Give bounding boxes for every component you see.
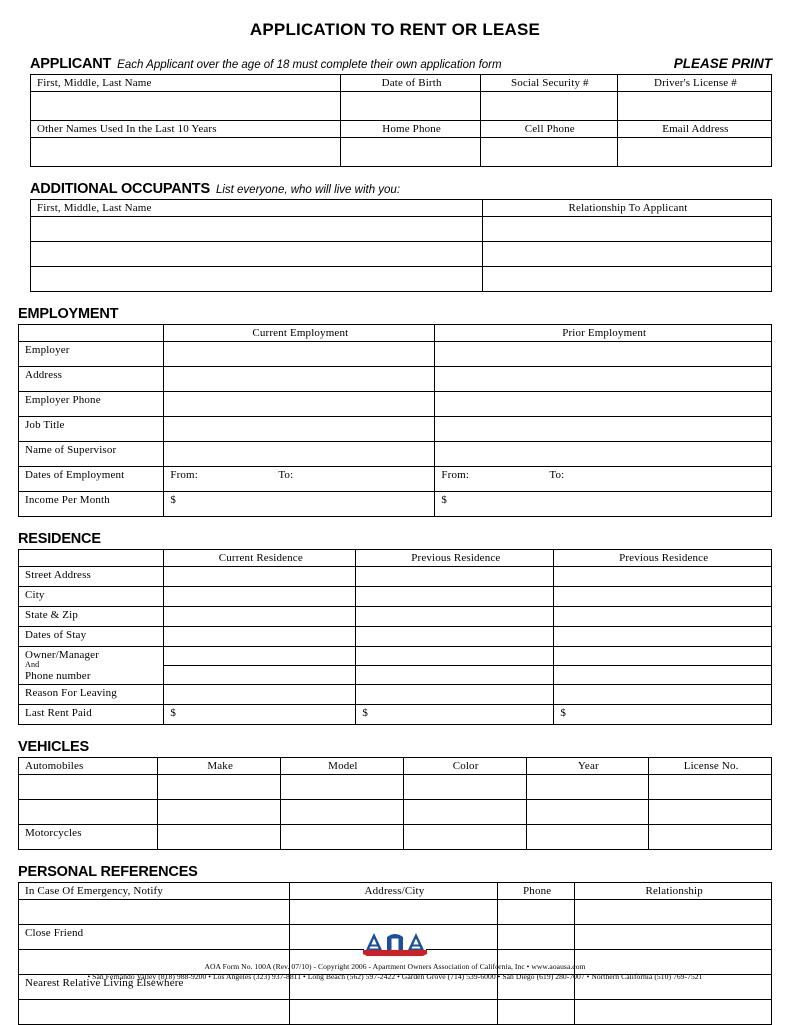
vehicles-header-color: Color (403, 758, 526, 775)
applicant-subtitle: Each Applicant over the age of 18 must complete their own application form (117, 59, 502, 71)
residence-field-owner-prev2[interactable] (554, 647, 772, 666)
employment-field-job-title-current[interactable] (164, 417, 435, 442)
employment-field-address-prior[interactable] (435, 367, 772, 392)
references-label-row-5[interactable] (19, 1000, 290, 1025)
residence-field-phone-current[interactable] (164, 666, 356, 685)
employment-header-current: Current Employment (164, 325, 435, 342)
dates-current-group (170, 469, 293, 481)
residence-field-dates-prev2[interactable] (554, 627, 772, 647)
residence-field-city-prev1[interactable] (356, 587, 554, 607)
table-row (19, 325, 772, 342)
references-field-phone-1[interactable] (497, 900, 575, 925)
table-row (31, 200, 772, 217)
references-field-relationship-5[interactable] (575, 1000, 772, 1025)
owner-manager-line3: Phone number (25, 669, 91, 682)
dates-current-from-label: From: (170, 469, 198, 481)
table-row (19, 647, 772, 666)
vehicles-table (18, 757, 772, 850)
references-header-phone: Phone (497, 883, 575, 900)
vehicle-field-auto-1-model[interactable] (281, 775, 404, 800)
vehicles-heading: VEHICLES (18, 739, 89, 756)
table-row (19, 567, 772, 587)
table-row (19, 775, 772, 800)
vehicle-field-moto-make[interactable] (158, 825, 281, 850)
applicant-field-email[interactable] (617, 138, 771, 167)
employment-label-employer-phone: Employer Phone (19, 392, 164, 417)
occupant-field-name-1[interactable] (31, 217, 483, 242)
table-row (19, 442, 772, 467)
vehicles-section-header (18, 739, 772, 755)
residence-field-owner-current[interactable] (164, 647, 356, 666)
applicant-heading: APPLICANT (30, 56, 112, 72)
residence-field-last-rent-current[interactable] (164, 705, 356, 725)
references-field-relationship-1[interactable] (575, 900, 772, 925)
employment-field-employer-current[interactable] (164, 342, 435, 367)
currency-symbol: $ (170, 707, 176, 720)
occupant-field-relationship-2[interactable] (483, 242, 772, 267)
employment-label-income: Income Per Month (19, 492, 164, 517)
references-label-nearest-relative: Nearest Relative Living Elsewhere (19, 975, 290, 1000)
residence-field-reason-prev1[interactable] (356, 685, 554, 705)
applicant-header-cell-phone: Cell Phone (480, 121, 617, 138)
employment-field-dates-current[interactable] (164, 467, 435, 492)
applicant-field-cell-phone[interactable] (480, 138, 617, 167)
references-header-relationship: Relationship (575, 883, 772, 900)
vehicle-field-auto-2-model[interactable] (281, 800, 404, 825)
table-row (31, 75, 772, 92)
applicant-field-dl[interactable] (617, 92, 771, 121)
table-row (19, 900, 772, 925)
footer-copyright-line: AOA Form No. 100A (Rev. 07/10) - Copyright 2006 - Apartment Owners Association of California, Inc • www.aoausa.com (204, 961, 586, 971)
applicant-section-header (18, 56, 772, 72)
employment-field-address-current[interactable] (164, 367, 435, 392)
residence-header-previous-2: Previous Residence (554, 550, 772, 567)
employment-label-employer: Employer (19, 342, 164, 367)
footer (0, 930, 790, 983)
table-row (19, 417, 772, 442)
applicant-table (30, 74, 772, 167)
additional-occupants-table-wrap (18, 199, 772, 292)
vehicle-field-auto-1-license[interactable] (649, 775, 772, 800)
references-field-phone-5[interactable] (497, 1000, 575, 1025)
residence-label-dates-of-stay: Dates of Stay (19, 627, 164, 647)
residence-field-owner-prev1[interactable] (356, 647, 554, 666)
vehicles-header-make: Make (158, 758, 281, 775)
applicant-header-name: First, Middle, Last Name (31, 75, 341, 92)
employment-field-dates-prior[interactable] (435, 467, 772, 492)
employment-field-supervisor-prior[interactable] (435, 442, 772, 467)
page-title: APPLICATION TO RENT OR LEASE (249, 20, 541, 39)
dates-prior-from-label: From: (441, 469, 470, 481)
currency-symbol: $ (170, 494, 176, 506)
residence-label-owner-manager (19, 647, 164, 685)
vehicles-header-automobiles: Automobiles (19, 758, 158, 775)
residence-header-previous-1: Previous Residence (356, 550, 554, 567)
applicant-header-home-phone: Home Phone (341, 121, 480, 138)
residence-section-header (18, 531, 772, 547)
vehicles-header-year: Year (526, 758, 649, 775)
table-row (19, 607, 772, 627)
table-row (19, 685, 772, 705)
residence-field-street-prev1[interactable] (356, 567, 554, 587)
vehicle-field-auto-2-col1[interactable] (19, 800, 158, 825)
residence-label-city: City (19, 587, 164, 607)
aoa-logo-icon (363, 930, 427, 956)
applicant-field-ssn[interactable] (480, 92, 617, 121)
table-row (31, 92, 772, 121)
references-label-close-friend: Close Friend (19, 925, 290, 950)
personal-references-section-header (18, 864, 772, 880)
applicant-field-other-names[interactable] (31, 138, 341, 167)
dates-prior-group (441, 469, 564, 481)
employment-label-address: Address (19, 367, 164, 392)
employment-field-income-current[interactable] (164, 492, 435, 517)
employment-label-dates: Dates of Employment (19, 467, 164, 492)
vehicle-field-auto-2-year[interactable] (526, 800, 649, 825)
vehicle-field-auto-2-color[interactable] (403, 800, 526, 825)
dates-prior-to-label: To: (549, 469, 565, 481)
residence-field-city-prev2[interactable] (554, 587, 772, 607)
table-row (19, 825, 772, 850)
references-header-address-city: Address/City (290, 883, 498, 900)
vehicle-field-moto-license[interactable] (649, 825, 772, 850)
table-row (19, 1000, 772, 1025)
table-row (19, 883, 772, 900)
vehicle-field-auto-1-year[interactable] (526, 775, 649, 800)
dates-current-to-label: To: (278, 469, 294, 481)
residence-label-reason-leaving: Reason For Leaving (19, 685, 164, 705)
table-row (31, 138, 772, 167)
applicant-field-home-phone[interactable] (341, 138, 480, 167)
occupant-field-name-2[interactable] (31, 242, 483, 267)
employment-field-employer-prior[interactable] (435, 342, 772, 367)
residence-field-reason-prev2[interactable] (554, 685, 772, 705)
employment-field-job-title-prior[interactable] (435, 417, 772, 442)
table-row (31, 217, 772, 242)
applicant-header-ssn: Social Security # (480, 75, 617, 92)
additional-occupants-heading: ADDITIONAL OCCUPANTS (30, 181, 210, 197)
applicant-table-wrap (18, 74, 772, 167)
residence-field-phone-prev2[interactable] (554, 666, 772, 685)
applicant-field-dob[interactable] (341, 92, 480, 121)
currency-symbol: $ (560, 707, 567, 720)
occupants-header-name: First, Middle, Last Name (31, 200, 483, 217)
residence-label-last-rent: Last Rent Paid (19, 705, 164, 725)
table-row (31, 267, 772, 292)
references-field-address-5[interactable] (290, 1000, 498, 1025)
residence-label-street: Street Address (19, 567, 164, 587)
occupant-field-name-3[interactable] (31, 267, 483, 292)
vehicle-field-moto-model[interactable] (281, 825, 404, 850)
residence-field-reason-current[interactable] (164, 685, 356, 705)
table-row (19, 367, 772, 392)
please-print-note: PLEASE PRINT (673, 56, 772, 71)
table-row (19, 550, 772, 567)
employment-header-prior: Prior Employment (435, 325, 772, 342)
occupant-field-relationship-1[interactable] (483, 217, 772, 242)
employment-field-employer-phone-prior[interactable] (435, 392, 772, 417)
employment-table (18, 324, 772, 517)
vehicle-field-auto-2-license[interactable] (649, 800, 772, 825)
footer-offices-line: • San Fernando Valley (818) 988-9200 • Los Angeles (323) 937-8811 • Long Beach (562) 597-2422 • Garden Grove (714) 539-6000 • San Diego (619) 280-7007 • Northern California (510) 769-7521 (87, 971, 703, 981)
vehicle-field-auto-1-col1[interactable] (19, 775, 158, 800)
residence-field-city-current[interactable] (164, 587, 356, 607)
residence-field-phone-prev1[interactable] (356, 666, 554, 685)
residence-field-street-prev2[interactable] (554, 567, 772, 587)
personal-references-heading: PERSONAL REFERENCES (18, 864, 198, 881)
table-row (19, 342, 772, 367)
applicant-header-email: Email Address (617, 121, 771, 138)
employment-heading: EMPLOYMENT (18, 306, 119, 322)
table-row (19, 758, 772, 775)
vehicles-header-license: License No. (649, 758, 772, 775)
residence-field-street-current[interactable] (164, 567, 356, 587)
vehicle-field-auto-1-make[interactable] (158, 775, 281, 800)
references-field-address-1[interactable] (290, 900, 498, 925)
vehicles-header-model: Model (281, 758, 404, 775)
table-row (19, 392, 772, 417)
applicant-header-dl: Driver's License # (617, 75, 771, 92)
employment-section-header (18, 306, 772, 322)
occupants-header-relationship: Relationship To Applicant (483, 200, 772, 217)
residence-heading: RESIDENCE (18, 531, 101, 547)
vehicle-field-auto-1-color[interactable] (403, 775, 526, 800)
vehicle-field-auto-2-make[interactable] (158, 800, 281, 825)
table-row (19, 467, 772, 492)
owner-manager-line1: Owner/Manager (25, 649, 100, 661)
table-row (31, 121, 772, 138)
currency-symbol: $ (362, 707, 368, 720)
employment-field-employer-phone-current[interactable] (164, 392, 435, 417)
additional-occupants-subtitle: List everyone, who will live with you: (215, 184, 401, 196)
employment-field-supervisor-current[interactable] (164, 442, 435, 467)
residence-header-blank (19, 550, 164, 567)
vehicle-field-moto-year[interactable] (526, 825, 649, 850)
residence-field-last-rent-prev2[interactable] (554, 705, 772, 725)
applicant-field-name[interactable] (31, 92, 341, 121)
vehicles-label-motorcycles: Motorcycles (19, 825, 158, 850)
owner-manager-line2: And (25, 660, 40, 670)
vehicle-field-moto-color[interactable] (403, 825, 526, 850)
residence-header-current: Current Residence (164, 550, 356, 567)
table-row (19, 492, 772, 517)
employment-header-blank (19, 325, 164, 342)
residence-label-state-zip: State & Zip (19, 607, 164, 627)
table-row (19, 627, 772, 647)
residence-field-state-zip-prev2[interactable] (554, 607, 772, 627)
residence-field-state-zip-current[interactable] (164, 607, 356, 627)
table-row (31, 242, 772, 267)
currency-symbol: $ (441, 494, 448, 506)
table-row (19, 587, 772, 607)
additional-occupants-table (30, 199, 772, 292)
residence-field-last-rent-prev1[interactable] (356, 705, 554, 725)
employment-label-job-title: Job Title (19, 417, 164, 442)
residence-field-dates-prev1[interactable] (356, 627, 554, 647)
applicant-header-dob: Date of Birth (341, 75, 480, 92)
employment-label-supervisor: Name of Supervisor (19, 442, 164, 467)
residence-field-dates-current[interactable] (164, 627, 356, 647)
table-row (19, 705, 772, 725)
occupant-field-relationship-3[interactable] (483, 267, 772, 292)
references-header-emergency: In Case Of Emergency, Notify (19, 883, 290, 900)
residence-table (18, 549, 772, 725)
additional-occupants-section-header (18, 181, 772, 197)
references-label-row-1[interactable] (19, 900, 290, 925)
applicant-header-other-names: Other Names Used In the Last 10 Years (31, 121, 341, 138)
residence-field-state-zip-prev1[interactable] (356, 607, 554, 627)
employment-field-income-prior[interactable] (435, 492, 772, 517)
table-row (19, 800, 772, 825)
